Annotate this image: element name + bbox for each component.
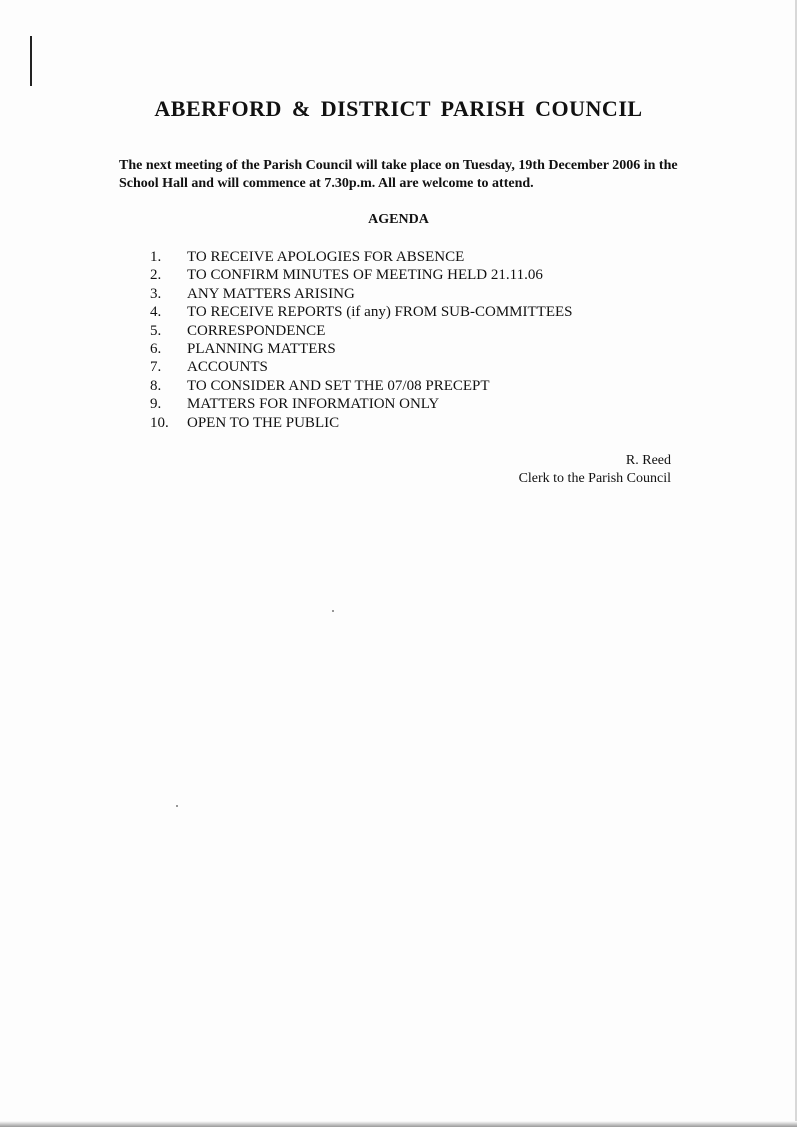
agenda-item-text: ACCOUNTS [187,359,268,376]
scan-edge-bottom [0,1121,797,1127]
agenda-item [150,266,670,284]
agenda-item-number: 2. [150,267,162,284]
agenda-heading: AGENDA [368,212,429,227]
agenda-list [150,248,670,432]
agenda-item-number: 6. [150,340,162,357]
agenda-item [150,377,670,395]
agenda-item [150,414,670,432]
agenda-item-text: TO RECEIVE REPORTS (if any) FROM SUB-COMMITTEES [187,304,573,321]
scan-speck [176,805,178,807]
agenda-item-number: 3. [150,285,162,302]
signature-role: Clerk to the Parish Council [518,471,671,486]
agenda-item [150,303,670,321]
agenda-item [150,322,670,340]
agenda-item-number: 5. [150,322,162,339]
agenda-item-number: 10. [150,414,169,431]
agenda-item-text: PLANNING MATTERS [187,340,336,357]
agenda-item-text: TO CONSIDER AND SET THE 07/08 PRECEPT [187,377,490,394]
agenda-item-number: 7. [150,359,162,376]
agenda-item-text: TO CONFIRM MINUTES OF MEETING HELD 21.11.06 [187,267,543,284]
agenda-item-number: 9. [150,396,162,413]
agenda-item-number: 1. [150,249,162,265]
agenda-item [150,340,670,358]
signature-block [519,452,671,488]
scan-speck [332,610,334,612]
document-title: ABERFORD & DISTRICT PARISH COUNCIL [154,96,643,121]
agenda-item [150,395,670,413]
agenda-item-text: OPEN TO THE PUBLIC [187,414,340,431]
agenda-item-number: 4. [150,304,162,321]
agenda-item [150,285,670,303]
agenda-item-text: MATTERS FOR INFORMATION ONLY [187,396,440,413]
agenda-item-number: 8. [150,377,162,394]
scan-margin-mark [30,36,32,86]
agenda-item-text: CORRESPONDENCE [187,322,326,339]
agenda-item-text: ANY MATTERS ARISING [187,285,355,302]
meeting-notice: The next meeting of the Parish Council will take place on Tuesday, 19th December 2006 in the School Hall and will commence at 7.30p.m. All are welcome to attend. [119,158,678,191]
signature-name: R. Reed [625,453,671,468]
agenda-item-text: TO RECEIVE APOLOGIES FOR ABSENCE [187,249,465,265]
agenda-item [150,358,670,376]
agenda-item [150,248,670,266]
